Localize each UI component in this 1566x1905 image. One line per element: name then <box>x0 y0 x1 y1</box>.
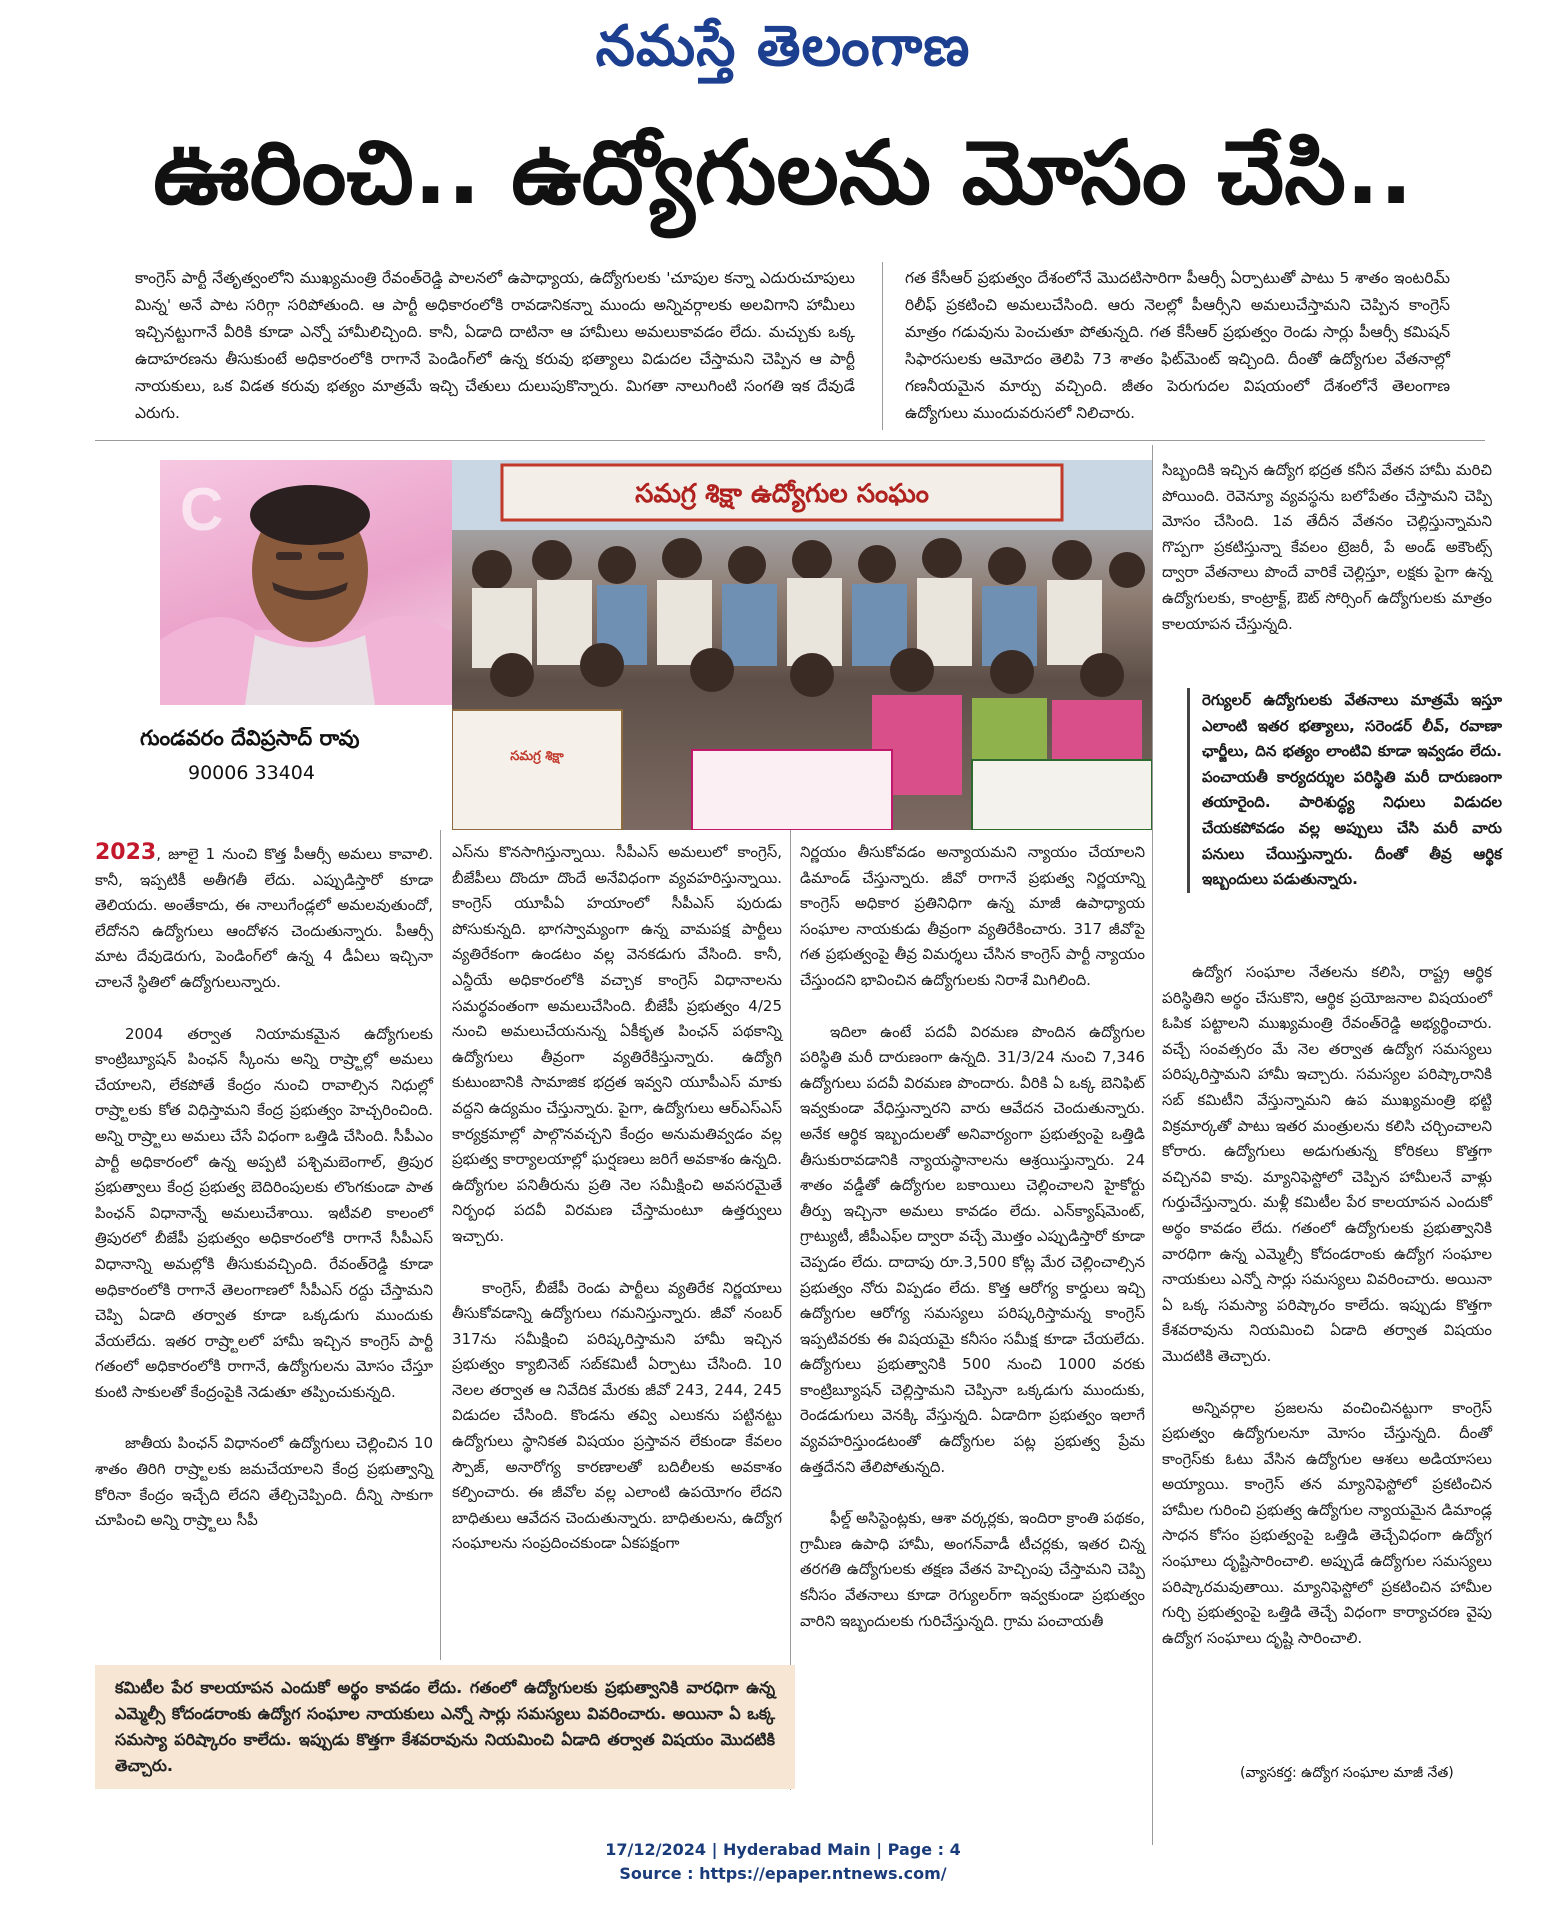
paragraph: 2023, జూలై 1 నుంచి కొత్త పీఆర్సీ అమలు కావాలి. కానీ, ఇప్పటికీ అతీగతీ లేదు. ఎప్పుడిస్తారో కూడా తెలియదు. అంతేకాదు, ఈ నాలుగేండ్లలో అమలవుతుందో, లేదోనని ఉద్యోగులు ఆందోళన చెందుతున్నారు. పీఆర్సీ మాట దేవుడెరుగు, పెండింగ్‌లో ఉన్న 4 డీఏలు ఇచ్చినా చాలనే స్థితిలో ఉద్యోగులున్నారు. <box>95 840 433 991</box>
author-photo-image <box>160 460 458 705</box>
paragraph: అన్నివర్గాల ప్రజలను వంచించినట్టుగా కాంగ్రెస్‌ ప్రభుత్వం ఉద్యోగులనూ మోసం చేస్తున్నది. దీంతో కాంగ్రెస్‌కు ఓటు వేసిన ఉద్యోగుల ఆశలు అడియాసలు అయ్యాయి. కాంగ్రెస్‌ తన మ్యానిఫెస్టోలో ప్రకటించిన హామీల గురించి ప్రభుత్వ ఉద్యోగుల న్యాయమైన డిమాండ్ల సాధన కోసం ప్రభుత్వంపై ఒత్తిడి తెచ్చేవిధంగా ఉద్యోగ సంఘాలు దృష్టిసారించాలి. అప్పుడే ఉద్యోగుల సమస్యలు పరిష్కారమవుతాయి. మ్యానిఫెస్టోలో ప్రకటించిన హామీల గుర్చి ప్రభుత్వంపై ఒత్తిడి తెచ్చే విధంగా కార్యాచరణ వైపు ఉద్యోగ సంఘాలు దృష్టి సారించాలి. <box>1162 1398 1492 1647</box>
paragraph: ఇదిలా ఉంటే పదవీ విరమణ పొందిన ఉద్యోగుల పరిస్థితి మరీ దారుణంగా ఉన్నది. 31/3/24 నుంచి 7,346 ఉద్యోగులు పదవీ విరమణ పొందారు. వీరికి ఏ ఒక్క బెనిఫిట్‌ ఇవ్వకుండా వేధిస్తున్నారని వారు ఆవేదన చెందుతున్నారు. అనేక ఆర్థిక ఇబ్బందులతో అనివార్యంగా ప్రభుత్వంపై ఒత్తిడి తీసుకురావడానికి న్యాయస్థానాలను ఆశ్రయిస్తున్నారు. 24 శాతం వడ్డీతో ఉద్యోగుల బకాయిలు చెల్లించాలని హైకోర్టు తీర్పు ఇచ్చినా అమలు కావడం లేదు. ఎన్‌క్యాష్‌మెంట్‌, గ్రాట్యుటీ, జీపీఎఫ్‌ల ద్వారా వచ్చే మొత్తం ఎప్పుడిస్తారో కూడా చెప్పడం లేదు. దాదాపు రూ.3,500 కోట్ల మేర చెల్లించాల్సిన ప్రభుత్వం నోరు విప్పడం లేదు. కొత్త ఆరోగ్య కార్డులు ఇచ్చి ఉద్యోగుల ఆరోగ్య సమస్యలు పరిష్కరిస్తామన్న కాంగ్రెస్‌ ఇప్పటివరకు ఈ విషయమై కనీసం సమీక్ష కూడా చేయలేదు. ఉద్యోగులు ప్రభుత్వానికి 500 నుంచి 1000 వరకు కాంట్రిబ్యూషన్‌ చెల్లిస్తామని చెప్పినా ఒక్కడుగు ముందుకు, రెండడుగులు వెనక్కి వేస్తున్నది. ఏడాదిగా ప్రభుత్వం ఇలాగే వ్యవహరిస్తుండటంతో ఉద్యోగుల పట్ల ప్రభుత్వ ప్రేమ ఉత్తదేనని తేలిపోతున్నది. <box>800 1022 1145 1476</box>
article-column-4-top <box>1162 458 1492 663</box>
column-rule-2 <box>790 830 791 1790</box>
paragraph: కాంగ్రెస్‌, బీజేపీ రెండు పార్టీలు వ్యతిరేక నిర్ణయాలు తీసుకోవడాన్ని ఉద్యోగులు గమనిస్తున్నారు. జీవో నంబర్‌ 317ను సమీక్షించి పరిష్కరిస్తామని హామీ ఇచ్చిన ప్రభుత్వం క్యాబినెట్‌ సబ్‌కమిటీ ఏర్పాటు చేసింది. 10 నెలల తర్వాత ఆ నివేదిక మేరకు జీవో 243, 244, 245 విడుదల చేసింది. కొండను తవ్వి ఎలుకను పట్టినట్టు ఉద్యోగులు స్థానికత విషయం ప్రస్తావన లేకుండా కేవలం స్పౌజ్‌, అనారోగ్య కారణాలతో బదిలీలకు అవకాశం కల్పించారు. ఈ జీవోల వల్ల ఎలాంటి ఉపయోగం లేదని బాధితులు ఆవేదన చెందుతున్నారు. బాధితులను, ఉద్యోగ సంఘాలను సంప్రదించకుండా ఏకపక్షంగా <box>452 1278 782 1553</box>
article-column-2 <box>452 840 782 1583</box>
lead-left: కాంగ్రెస్‌ పార్టీ నేతృత్వంలోని ముఖ్యమంత్రి రేవంత్‌రెడ్డి పాలనలో ఉపాధ్యాయ, ఉద్యోగులకు 'చూపుల కన్నా ఎదురుచూపులు మిన్న' అనే పాట సరిగ్గా సరిపోతుంది. ఆ పార్టీ అధికారంలోకి రావడానికన్నా ముందు అన్నివర్గాలకు అలవిగాని హామీలు ఇచ్చినట్టుగానే వీరికి కూడా ఎన్నో హామీలిచ్చింది. కానీ, ఏడాది దాటినా ఆ హామీలు అమలుకావడం లేదు. మచ్చుకు ఒక్క ఉదాహరణను తీసుకుంటే అధికారంలోకి రాగానే పెండింగ్‌లో ఉన్న కరువు భత్యాలు విడుదల చేస్తామని చెప్పిన ఆ పార్టీ నాయకులు, ఒక విడత కరువు భత్యం మాత్రమే ఇచ్చి చేతులు దులుపుకొన్నారు. మిగతా నాలుగింటి సంగతి ఇక దేవుడే ఎరుగు. <box>135 269 855 422</box>
svg-text:C: C <box>180 476 224 543</box>
author-photo <box>160 460 458 705</box>
svg-text:సమగ్ర శిక్షా: సమగ్ర శిక్షా <box>510 749 564 764</box>
banner-text: సమగ్ర శిక్షా ఉద్యోగుల సంఘం <box>635 479 929 509</box>
footer-date-edition: 17/12/2024 | Hyderabad Main | Page : 4 <box>605 1840 961 1859</box>
author-name: గుండవరం దేవిప్రసాద్‌ రావు <box>140 726 360 750</box>
column-rule-3 <box>1152 445 1153 1845</box>
paragraph: 2004 తర్వాత నియామకమైన ఉద్యోగులకు కాంట్రిబ్యూషన్‌ పింఛన్‌ స్కీంను అన్ని రాష్ర్టాల్లో అమలు చేయాలని, లేకపోతే కేంద్రం నుంచి రావాల్సిన నిధుల్లో రాష్ర్టాలకు కోత విధిస్తామని కేంద్ర ప్రభుత్వం హెచ్చరించింది. అన్ని రాష్ర్టాలు అమలు చేసే విధంగా ఒత్తిడి చేసింది. సీపీఎం పార్టీ అధికారంలో ఉన్న అప్పటి పశ్చిమబెంగాల్‌, త్రిపుర ప్రభుత్వాలు కేంద్ర ప్రభుత్వ బెదిరింపులకు లొంగకుండా పాత పింఛన్‌ విధానాన్నే అమలుచేశాయి. ఇటీవలి కాలంలో త్రిపురలో బీజేపీ ప్రభుత్వం అధికారంలోకి రాగానే సీపీఎస్‌ విధానాన్ని అమల్లోకి తీసుకువచ్చింది. రేవంత్‌రెడ్డి కూడా అధికారంలోకి రాగానే తెలంగాణలో సీపీఎస్‌ రద్దు చేస్తామని చెప్పి ఏడాది తర్వాత కూడా ఒక్కడుగు ముందుకు వేయలేదు. ఇతర రాష్ర్టాలలో హామీ ఇచ్చిన కాంగ్రెస్‌ పార్టీ గతంలో అధికారంలోకి రాగానే, ఉద్యోగులను మోసం చేస్తూ కుంటి సాకులతో కేంద్రంపైకి నెడుతూ తప్పించుకున్నది. <box>95 1024 433 1401</box>
pull-quote: కమిటీల పేర కాలయాపన ఎందుకో అర్థం కావడం లేదు. గతంలో ఉద్యోగులకు ప్రభుత్వానికి వారధిగా ఉన్న ఎమ్మెల్సీ కోదండరాంకు ఉద్యోగ సంఘాల నాయకులు ఎన్నో సార్లు సమస్యలు వివరించారు. అయినా ఏ ఒక్క సమస్యా పరిష్కారం కాలేదు. ఇప్పుడు కొత్తగా కేశవరావును నియమించి ఏడాది తర్వాత విషయం మొదటికి తెచ్చారు. <box>95 1665 795 1789</box>
lead-divider <box>882 262 883 430</box>
author-phone: 90006 33404 <box>188 762 315 784</box>
column-rule-1 <box>440 830 441 1660</box>
paragraph: ఉద్యోగ సంఘాల నేతలను కలిసి, రాష్ట్ర ఆర్థిక పరిస్థితిని అర్థం చేసుకొని, ఆర్థిక ప్రయోజనాల విషయంలో ఓపిక పట్టాలని ముఖ్యమంత్రి రేవంత్‌రెడ్డి అభ్యర్థించారు. వచ్చే సంవత్సరం మే నెల తర్వాత ఉద్యోగ సమస్యలు పరిష్కరిస్తామని హామీ ఇచ్చారు. సమస్యల పరిష్కారానికి సబ్‌ కమిటీని వేస్తున్నామని ఉప ముఖ్యమంత్రి భట్టి విక్రమార్కతో పాటు ఇతర మంత్రులను కలిసి చర్చించాలని కోరారు. ఉద్యోగులు అడుగుతున్న కోరికలు కొత్తగా వచ్చినవి కావు. మ్యానిఫెస్టోలో చెప్పిన హామీలనే వాళ్లు గుర్తుచేస్తున్నారు. మళ్లీ కమిటీల పేర కాలయాపన ఎందుకో అర్థం కావడం లేదు. గతంలో ఉద్యోగులకు ప్రభుత్వానికి వారధిగా ఉన్న ఎమ్మెల్సీ కోదండరాంకు ఉద్యోగ సంఘాల నాయకులు ఎన్నో సార్లు సమస్యలు వివరించారు. అయినా ఏ ఒక్క సమస్యా పరిష్కారం కాలేదు. ఇప్పుడు కొత్తగా కేశవరావును నియమించి ఏడాది తర్వాత విషయం మొదటికి తెచ్చారు. <box>1162 963 1492 1365</box>
masthead: నమస్తే తెలంగాణ <box>595 13 971 79</box>
protest-photo-image <box>452 460 1152 830</box>
article-column-3 <box>800 840 1145 1660</box>
paragraph: రెగ్యులర్‌ ఉద్యోగులకు వేతనాలు మాత్రమే ఇస్తూ ఎలాంటి ఇతర భత్యాలు, సరెండర్‌ లీవ్‌, రవాణా ఛార్జీలు, దిన భత్యం లాంటివి కూడా ఇవ్వడం లేదు. పంచాయతీ కార్యదర్శుల పరిస్థితి మరీ దారుణంగా తయారైంది. పారిశుద్ధ్య నిధులు విడుదల చేయకపోవడం వల్ల అప్పులు చేసి మరీ వారు పనులు చేయిస్తున్నారు. దీంతో తీవ్ర ఆర్థిక ఇబ్బందులు పడుతున్నారు. <box>1202 691 1502 889</box>
article-column-4 <box>1162 960 1492 1677</box>
protest-photo <box>452 460 1152 830</box>
lead-right: గత కేసీఆర్‌ ప్రభుత్వం దేశంలోనే మొదటిసారిగా పీఆర్సీ ఏర్పాటుతో పాటు 5 శాతం ఇంటరిమ్‌ రిలీఫ్‌ ప్రకటించి అమలుచేసింది. ఆరు నెలల్లో పీఆర్సీని అమలుచేస్తామని చెప్పిన కాంగ్రెస్‌ మాత్రం గడువును పెంచుతూ పోతున్నది. గత కేసీఆర్‌ ప్రభుత్వం రెండు సార్లు పీఆర్సీ కమిషన్‌ సిఫారసులకు ఆమోదం తెలిపి 73 శాతం ఫిట్‌మెంట్‌ ఇచ్చింది. దీంతో ఉద్యోగుల వేతనాల్లో గణనీయమైన మార్పు వచ్చింది. జీతం పెరుగుదల విషయంలో దేశంలోనే తెలంగాణ ఉద్యోగులు ముందువరుసలో నిలిచారు. <box>905 269 1450 422</box>
year-highlight: 2023 <box>95 840 157 865</box>
lead-bottom-rule <box>95 440 1485 441</box>
footer-source: Source : https://epaper.ntnews.com/ <box>619 1864 947 1883</box>
article-column-1 <box>95 840 433 1560</box>
paragraph: నిర్ణయం తీసుకోవడం అన్యాయమని న్యాయం చేయాలని డిమాండ్‌ చేస్తున్నారు. జీవో రాగానే ప్రభుత్వ నిర్ణయాన్ని కాంగ్రెస్‌ అధికార ప్రతినిధిగా ఉన్న మాజీ ఉపాధ్యాయ సంఘాల నాయకుడు తీవ్రంగా వ్యతిరేకించారు. 317 జీవోపై గత ప్రభుత్వంపై తీవ్ర విమర్శలు చేసిన కాంగ్రెస్‌ పార్టీ న్యాయం చేస్తుందని భావించిన ఉద్యోగులకు నిరాశే మిగిలింది. <box>800 843 1145 989</box>
headline: ఊరించి.. ఉద్యోగులను మోసం చేసి.. <box>153 121 1413 224</box>
paragraph: జాతీయ పింఛన్‌ విధానంలో ఉద్యోగులు చెల్లించిన 10 శాతం తిరిగి రాష్ర్టాలకు జమచేయాలని కేంద్ర ప్రభుత్వాన్ని కోరినా కేంద్రం ఇచ్చేది లేదని తేల్చిచెప్పింది. దీన్ని సాకుగా చూపించి అన్ని రాష్ర్టాలు సీపీ <box>95 1434 433 1530</box>
paragraph: ఎస్‌ను కొనసాగిస్తున్నాయి. సీపీఎస్‌ అమలులో కాంగ్రెస్‌, బీజేపీలు దొందూ దొందే అనేవిధంగా వ్యవహరిస్తున్నాయి. కాంగ్రెస్‌ యూపీఏ హయాంలో సీపీఎస్‌ పురుడు పోసుకున్నది. భాగస్వామ్యంగా ఉన్న వామపక్ష పార్టీలు వ్యతిరేకంగా ఉండటం వల్ల వెనకడుగు వేసింది. కానీ, ఎన్డీయే అధికారంలోకి వచ్చాక కాంగ్రెస్‌ విధానాలను సమర్థవంతంగా అమలుచేసింది. బీజేపీ ప్రభుత్వం 4/25 నుంచి అమలుచేయనున్న ఏకీకృత పింఛన్‌ పథకాన్ని ఉద్యోగులు తీవ్రంగా వ్యతిరేకిస్తున్నారు. ఉద్యోగి కుటుంబానికి సామాజిక భద్రత ఇవ్వని యూపీఎస్‌ మాకు వద్దని ఉద్యమం చేస్తున్నారు. పైగా, ఉద్యోగులు ఆర్‌ఎస్‌ఎస్‌ కార్యక్రమాల్లో పాల్గొనవచ్చని కేంద్రం అనుమతివ్వడం వల్ల ప్రభుత్వ కార్యాలయాల్లో ఘర్షణలు జరిగే అవకాశం ఉన్నది. ఉద్యోగుల పనితీరును ప్రతి నెల సమీక్షించి అవసరమైతే నిర్బంధ పదవీ విరమణ చేస్తామంటూ ఉత్తర్వులు ఇచ్చారు. <box>452 843 782 1245</box>
paragraph: ఫీల్డ్‌ అసిస్టెంట్లకు, ఆశా వర్కర్లకు, ఇందిరా క్రాంతి పథకం, గ్రామీణ ఉపాధి హామీ, అంగన్‌వాడీ టీచర్లకు, ఇతర చిన్న తరగతి ఉద్యోగులకు తక్షణ వేతన హెచ్చింపు చేస్తామని చెప్పి కనీసం వేతనాలు కూడా రెగ్యులర్‌గా ఇవ్వకుండా ప్రభుత్వం వారిని ఇబ్బందులకు గురిచేస్తున్నది. గ్రామ పంచాయతీ <box>800 1509 1145 1630</box>
paragraph: సిబ్బందికి ఇచ్చిన ఉద్యోగ భద్రత కనీస వేతన హామీ మరిచి పోయింది. రెవెన్యూ వ్యవస్థను బలోపేతం చేస్తామని చెప్పి మోసం చేసింది. 1వ తేదీన వేతనం చెల్లిస్తున్నామని గొప్పగా ప్రకటిస్తున్నా కేవలం ట్రెజరీ, పే అండ్‌ అకౌంట్స్‌ ద్వారా వేతనాలు పొందే వారికే చెల్లిస్తూ, లక్షకు పైగా ఉన్న ఉద్యోగులకు, కాంట్రాక్ట్‌, ఔట్‌ సోర్సింగ్‌ ఉద్యోగులకు మాత్రం కాలయాపన చేస్తున్నది. <box>1162 461 1492 633</box>
side-highlight-box <box>1187 688 1502 893</box>
byline: (వ్యాసకర్త: ఉద్యోగ సంఘాల మాజీ నేత) <box>1240 1765 1454 1781</box>
